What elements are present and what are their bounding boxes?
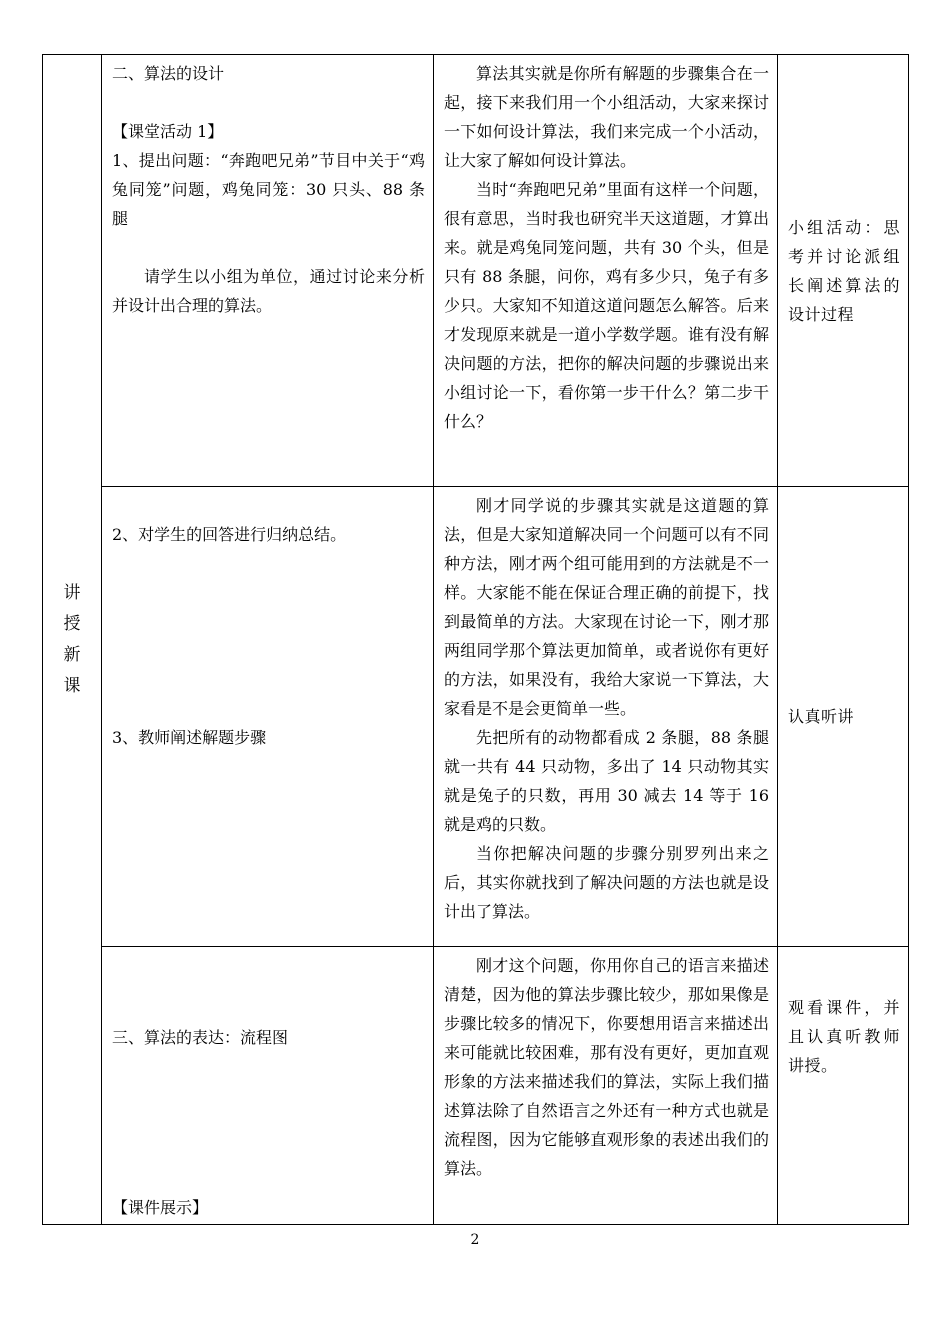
student-activity: 观看课件，并且认真听教师讲授。	[788, 998, 900, 1075]
table-row	[43, 947, 909, 1225]
content-item: 3、教师阐述解题步骤	[112, 728, 267, 747]
content-item: 2、对学生的回答进行归纳总结。	[112, 525, 347, 544]
teacher-paragraph: 刚才这个问题，你用你自己的语言来描述清楚，因为他的算法步骤比较少，那如果像是步骤比较多的情况下，你要想用语言来描述出来可能就比较困难，那有没有更好，更加直观形象的方法来描述我们的算法，实际上我们描述算法除了自然语言之外还有一种方式也就是流程图，因为它能够直观形象的表述出我们的算法。	[444, 956, 769, 1178]
teacher-cell	[434, 55, 778, 487]
section-label: 讲授新课	[63, 582, 81, 696]
teacher-paragraph: 刚才同学说的步骤其实就是这道题的算法，但是大家知道解决同一个问题可以有不同种方法，刚才两个组可能用到的方法就是不一样。大家能不能在保证合理正确的前提下，找到最简单的方法。大家现在讨论一下，刚才那两组同学那个算法更加简单，或者说你有更好的方法，如果没有，我给大家说一下算法，大家看是不是会更简单一些。	[444, 496, 769, 718]
table-row	[43, 55, 909, 487]
teacher-cell	[434, 487, 778, 947]
activity-label: 【课堂活动 1】	[112, 122, 224, 141]
content-instruction: 请学生以小组为单位，通过讨论来分析并设计出合理的算法。	[112, 267, 425, 315]
teacher-cell	[434, 947, 778, 1225]
display-label: 【课件展示】	[112, 1198, 209, 1217]
teacher-paragraph: 先把所有的动物都看成 2 条腿，88 条腿就一共有 44 只动物，多出了 14 只动物其实就是兔子的只数，再用 30 减去 14 等于 16 就是鸡的只数。	[444, 728, 769, 834]
section-heading: 三、算法的表达：流程图	[112, 1028, 289, 1047]
teacher-paragraph: 当时“奔跑吧兄弟”里面有这样一个问题，很有意思，当时我也研究半天这道题，才算出来。就是鸡兔同笼问题，共有 30 个头，但是只有 88 条腿，问你，鸡有多少只，兔子有多少只。大家知不知道这道问题怎么解答。后来才发现原来就是一道小学数学题。谁有没有解决问题的方法，把你的解决问题的步骤说出来小组讨论一下，看你第一步干什么？第二步干什么？	[444, 180, 769, 431]
content-cell	[102, 55, 434, 487]
content-item: 1、提出问题：“奔跑吧兄弟”节目中关于“鸡兔同笼”问题，鸡兔同笼：30 只头、88 条腿	[112, 151, 425, 228]
student-cell	[778, 487, 909, 947]
student-cell	[778, 55, 909, 487]
content-cell	[102, 487, 434, 947]
section-label-cell	[43, 55, 102, 1225]
teacher-paragraph: 算法其实就是你所有解题的步骤集合在一起，接下来我们用一个小组活动，大家来探讨一下如何设计算法，我们来完成一个小活动，让大家了解如何设计算法。	[444, 64, 769, 170]
lesson-plan-table	[42, 54, 909, 1225]
student-activity: 小组活动：思考并讨论派组长阐述算法的设计过程	[788, 217, 900, 324]
content-cell	[102, 947, 434, 1225]
section-heading: 二、算法的设计	[112, 64, 225, 83]
student-cell	[778, 947, 909, 1225]
student-activity: 认真听讲	[788, 707, 855, 726]
teacher-paragraph: 当你把解决问题的步骤分别罗列出来之后，其实你就找到了解决问题的方法也就是设计出了算法。	[444, 844, 769, 921]
page-number: 2	[470, 1232, 480, 1248]
table-row	[43, 487, 909, 947]
